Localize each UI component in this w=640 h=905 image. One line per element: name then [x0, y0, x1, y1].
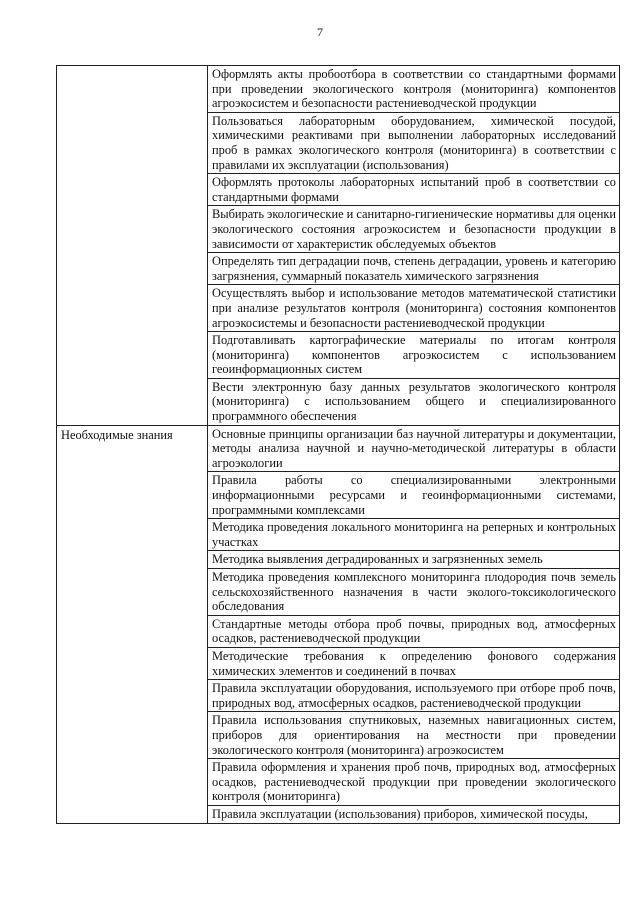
- knowledge-item: Правила эксплуатации оборудования, используемого при отборе проб почв, природных вод, атмосферных осадков, растениеводческой продукции: [208, 680, 620, 712]
- skill-item: Пользоваться лабораторным оборудованием, химической посудой, химическими реактивами при выполнении лабораторных исследований проб в рамках экологического контроля (мониторинга) в соответствии с правилами их эксплуатации (использования): [208, 112, 620, 173]
- knowledge-label-cell: [57, 425, 208, 823]
- knowledge-item: Методика выявления деградированных и загрязненных земель: [208, 551, 620, 569]
- knowledge-item: Методические требования к определению фонового содержания химических элементов и соединений в почвах: [208, 647, 620, 679]
- skills-label-cell: [57, 66, 208, 426]
- skill-item: Вести электронную базу данных результатов экологического контроля (мониторинга) с использованием общего и специализированного программного обеспечения: [208, 378, 620, 425]
- knowledge-item: Правила эксплуатации (использования) приборов, химической посуды,: [208, 805, 620, 823]
- skill-item: Выбирать экологические и санитарно-гигиенические нормативы для оценки экологического состояния агроэкосистем и безопасности продукции в зависимости от характеристик обследуемых объектов: [208, 206, 620, 253]
- knowledge-item: Правила работы со специализированными электронными информационными ресурсами и геоинформационными системами, программными комплексами: [208, 472, 620, 519]
- table-row: [57, 425, 620, 472]
- skill-item: Оформлять акты пробоотбора в соответствии со стандартными формами при проведении экологического контроля (мониторинга) компонентов агроэкосистем и безопасности растениеводческой продукции: [208, 66, 620, 113]
- skill-item: Осуществлять выбор и использование методов математической статистики при анализе результатов контроля (мониторинга) состояния компонентов агроэкосистемы и безопасности растениеводческой продукции: [208, 285, 620, 332]
- page-number: 7: [317, 25, 323, 39]
- skill-item: Оформлять протоколы лабораторных испытаний проб в соответствии со стандартными формами: [208, 174, 620, 206]
- knowledge-item: Правила использования спутниковых, наземных навигационных систем, приборов для ориентирования на местности при проведении экологического контроля (мониторинга) агроэкосистем: [208, 712, 620, 759]
- knowledge-item: Основные принципы организации баз научной литературы и документации, методы анализа научной и научно-методической литературы в области агроэкологии: [208, 425, 620, 472]
- requirements-table: [56, 65, 620, 824]
- skill-item: Подготавливать картографические материалы по итогам контроля (мониторинга) компонентов агроэкосистем с использованием геоинформационных систем: [208, 332, 620, 379]
- knowledge-item: Методика проведения локального мониторинга на реперных и контрольных участках: [208, 519, 620, 551]
- knowledge-label: Необходимые знания: [61, 427, 173, 442]
- skill-item: Определять тип деградации почв, степень деградации, уровень и категорию загрязнения, суммарный показатель химического загрязнения: [208, 253, 620, 285]
- knowledge-item: Стандартные методы отбора проб почвы, природных вод, атмосферных осадков, растениеводческой продукции: [208, 615, 620, 647]
- knowledge-item: Методика проведения комплексного мониторинга плодородия почв земель сельскохозяйственного назначения в части эколого-токсикологического обследования: [208, 569, 620, 616]
- knowledge-item: Правила оформления и хранения проб почв, природных вод, атмосферных осадков, растениеводческой продукции при проведении экологического контроля (мониторинга): [208, 759, 620, 806]
- table-row: [57, 66, 620, 113]
